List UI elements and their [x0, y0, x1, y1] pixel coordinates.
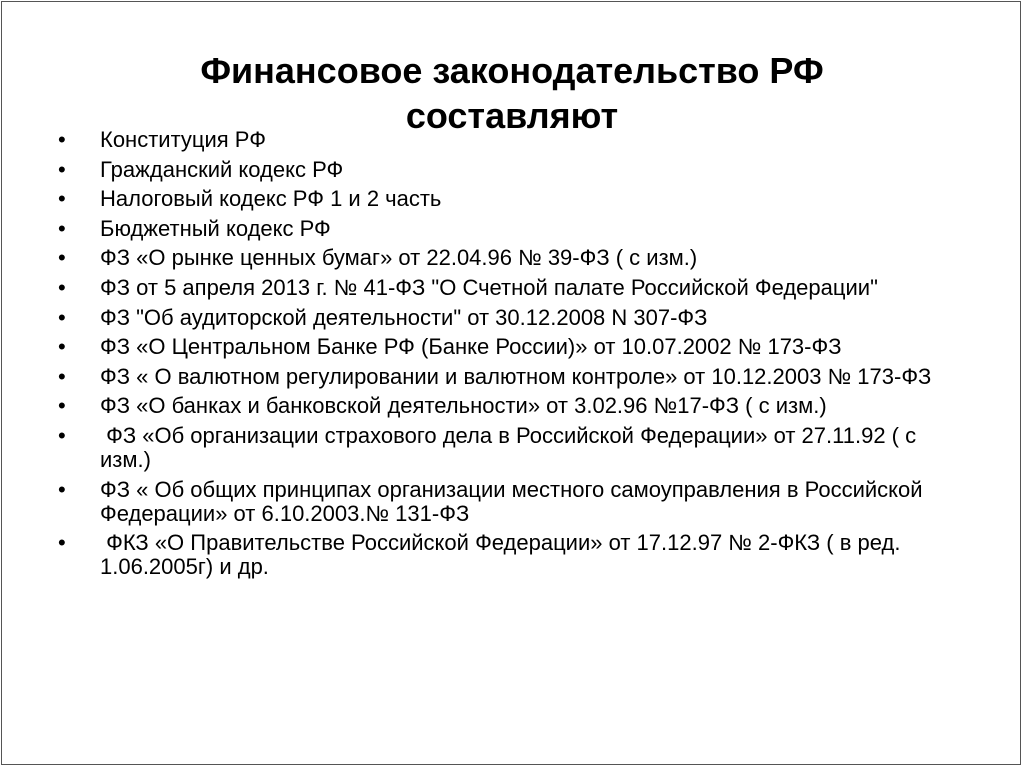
- list-item: [58, 365, 968, 389]
- slide-title-line-2: составляют: [405, 95, 619, 136]
- list-item-text: ФЗ "Об аудиторской деятельности" от 30.12.2008 N 307-ФЗ: [100, 304, 708, 330]
- bullet-icon: •: [58, 334, 66, 360]
- bullet-icon: •: [58, 245, 66, 271]
- list-item-text: ФКЗ «О Правительстве Российской Федерации» от 17.12.97 № 2-ФКЗ ( в ред. 1.06.2005г) и др.: [100, 530, 907, 580]
- bullet-icon: •: [58, 476, 66, 502]
- list-item: [58, 335, 968, 359]
- bullet-icon: •: [58, 530, 66, 556]
- list-item: [58, 158, 968, 182]
- list-item: [58, 394, 968, 418]
- list-item-text: Бюджетный кодекс РФ: [100, 215, 331, 241]
- slide-title-line-1: Финансовое законодательство РФ: [200, 50, 824, 91]
- list-item: [58, 128, 968, 152]
- list-item-text: Налоговый кодекс РФ 1 и 2 часть: [100, 186, 442, 212]
- list-item-text: ФЗ « О валютном регулировании и валютном контроле» от 10.12.2003 № 173-ФЗ: [100, 363, 932, 389]
- list-item: [58, 424, 968, 472]
- bullet-icon: •: [58, 186, 66, 212]
- list-item: [58, 478, 968, 526]
- list-item: [58, 187, 968, 211]
- list-item-text: ФЗ «О банках и банковской деятельности» от 3.02.96 №17-ФЗ ( с изм.): [100, 393, 827, 419]
- bullet-icon: •: [58, 127, 66, 152]
- list-item: [58, 276, 968, 300]
- list-item-text: ФЗ «О рынке ценных бумаг» от 22.04.96 № 39-ФЗ ( с изм.): [100, 245, 698, 271]
- list-item: [58, 217, 968, 241]
- list-item: [58, 246, 968, 270]
- bullet-icon: •: [58, 393, 66, 419]
- list-item-text: Конституция РФ: [100, 127, 266, 152]
- list-item: [58, 531, 968, 579]
- bullet-icon: •: [58, 156, 66, 182]
- bullet-icon: •: [58, 215, 66, 241]
- bullet-icon: •: [58, 422, 66, 448]
- list-item-text: ФЗ «Об организации страхового дела в Российской Федерации» от 27.11.92 ( с изм.): [100, 422, 923, 472]
- list-item-text: ФЗ « Об общих принципах организации местного самоуправления в Российской Федерации» от 6.10.2003.№ 131-ФЗ: [100, 476, 929, 526]
- bullet-icon: •: [58, 363, 66, 389]
- slide-title: [0, 48, 1024, 138]
- list-item-text: ФЗ от 5 апреля 2013 г. № 41-ФЗ "О Счетной палате Российской Федерации": [100, 274, 878, 300]
- bullet-icon: •: [58, 274, 66, 300]
- bullet-icon: •: [58, 304, 66, 330]
- legislation-list: [58, 128, 968, 585]
- list-item-text: ФЗ «О Центральном Банке РФ (Банке России)» от 10.07.2002 № 173-ФЗ: [100, 334, 842, 360]
- list-item: [58, 306, 968, 330]
- list-item-text: Гражданский кодекс РФ: [100, 156, 344, 182]
